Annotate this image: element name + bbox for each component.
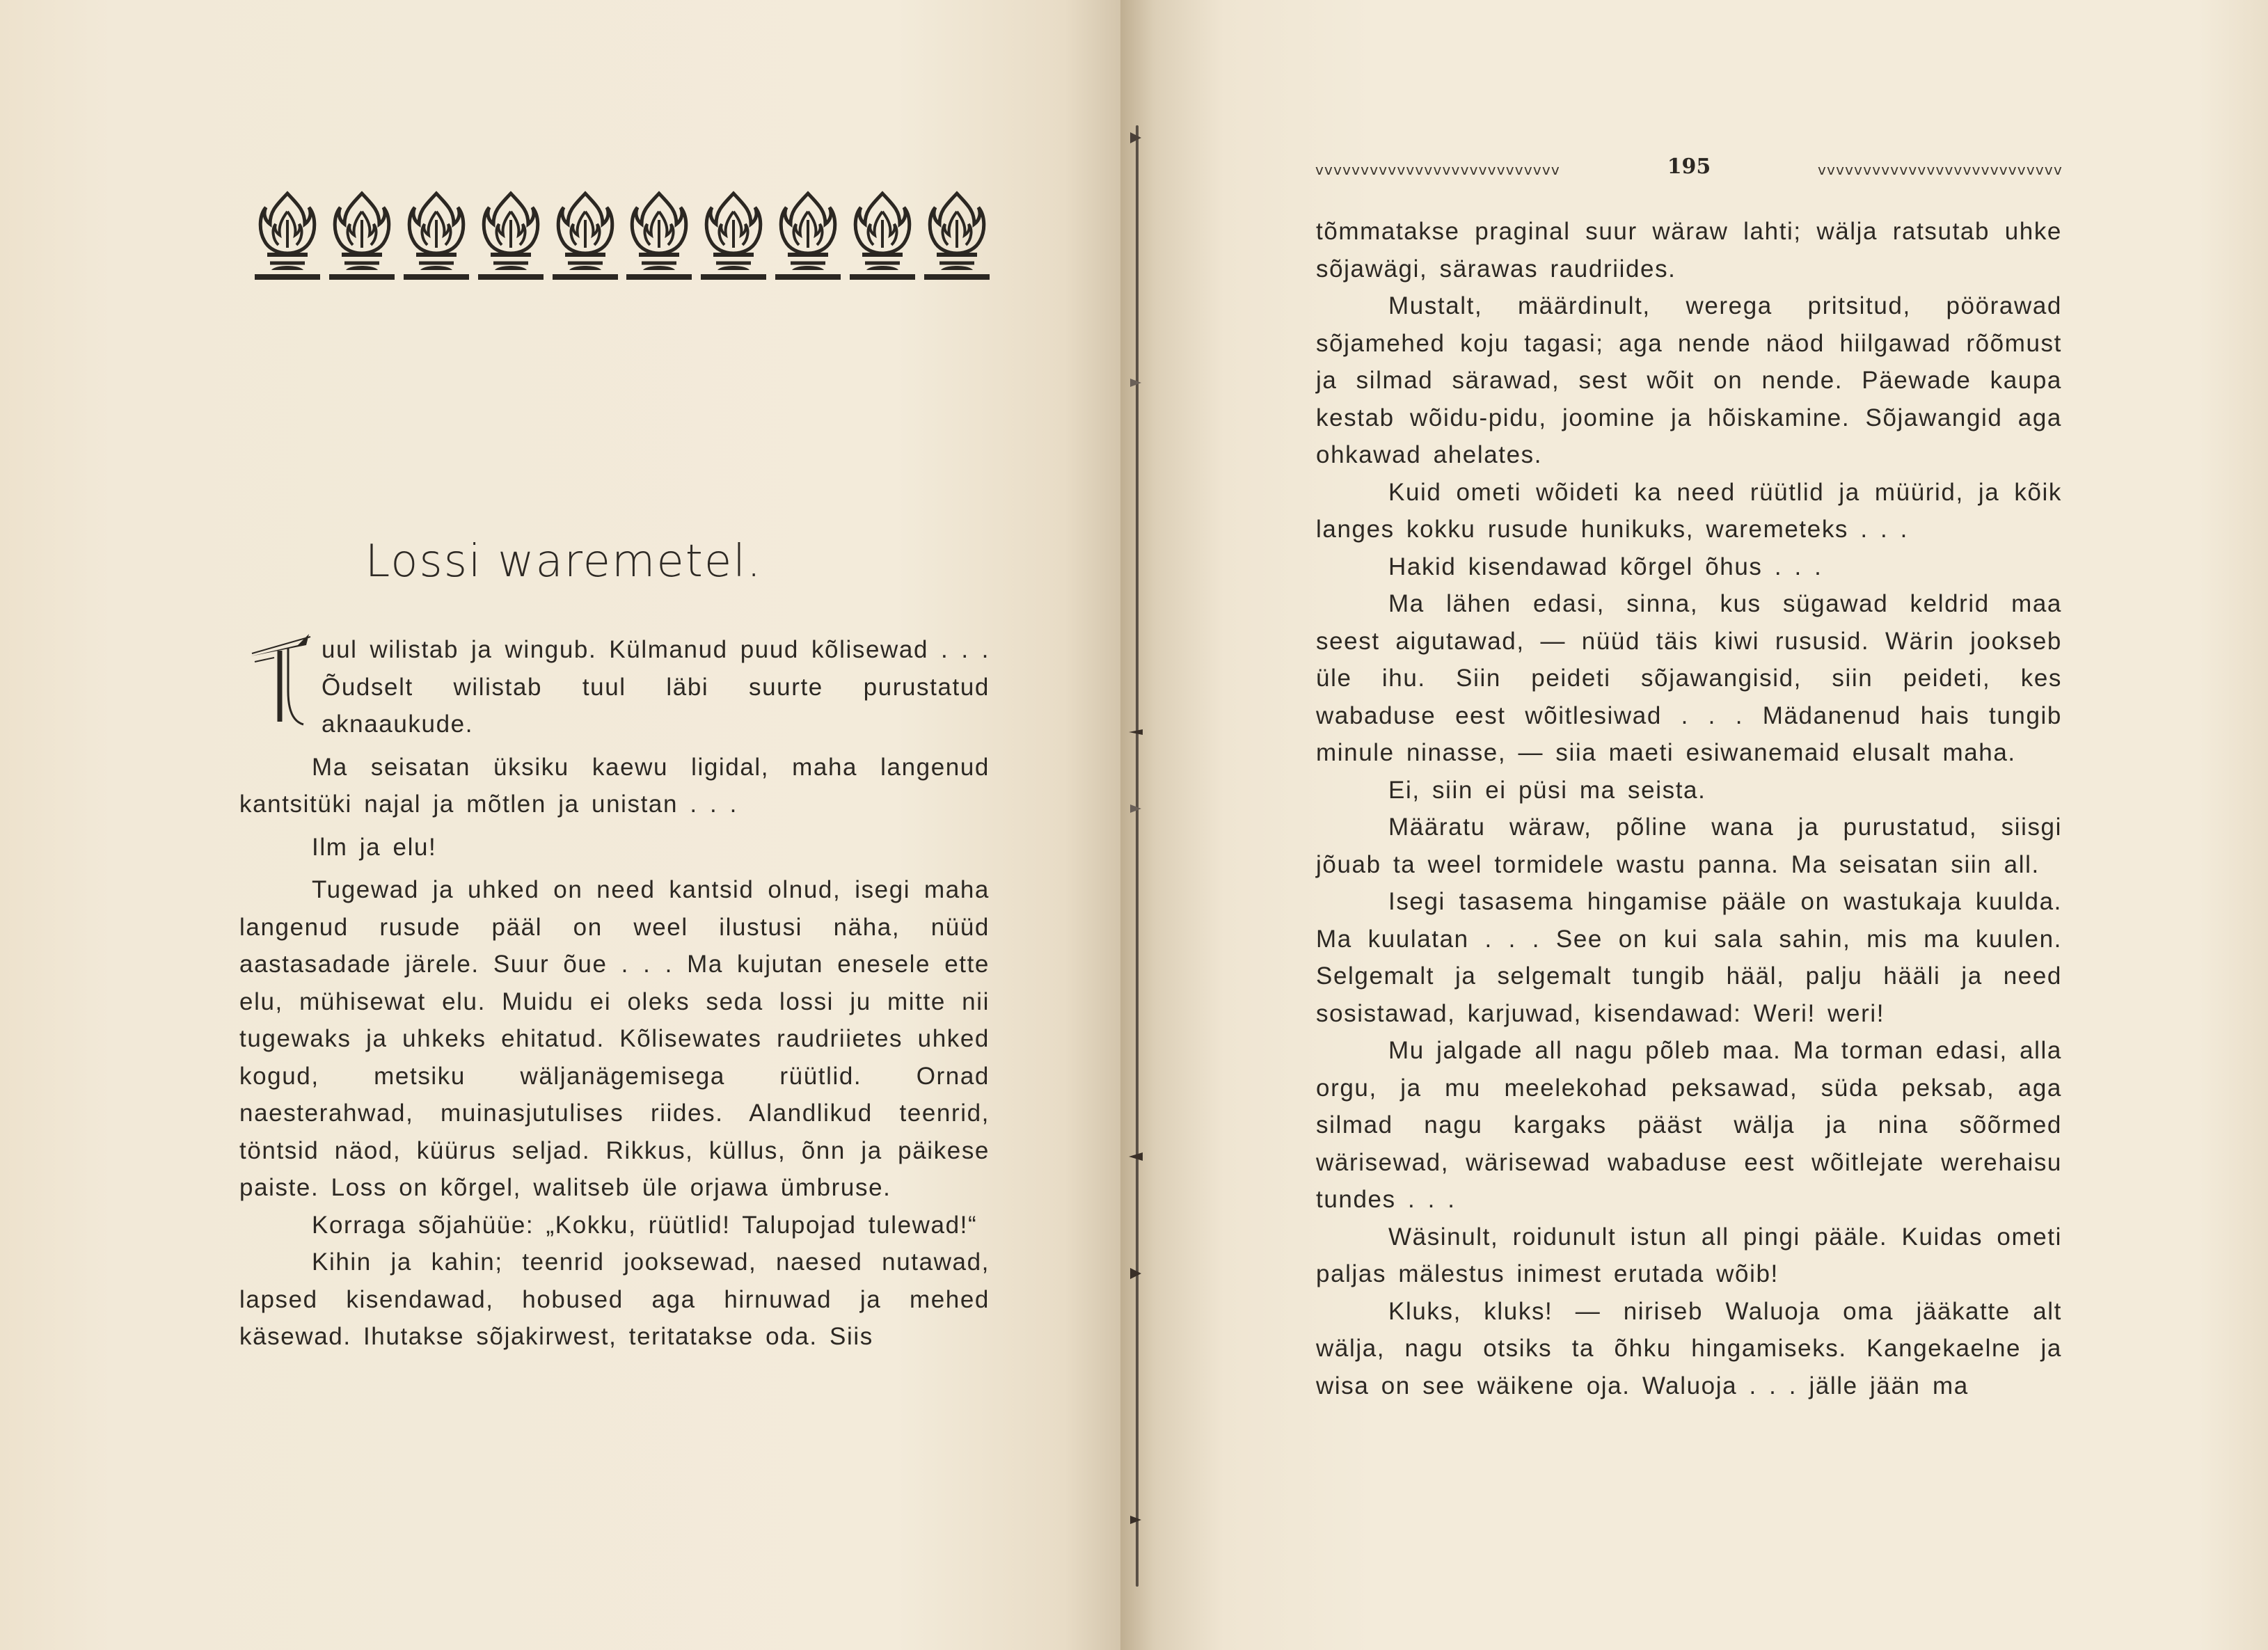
stitch-icon <box>1127 724 1144 740</box>
stitch-icon <box>1127 1265 1144 1282</box>
dropcap-t <box>246 633 312 727</box>
ornamental-border-right: vvvvvvvvvvvvvvvvvvvvvvvvvvv <box>1818 161 2063 178</box>
chapter-title: Lossi waremetel. <box>365 536 763 587</box>
paragraph: Korraga sõjahüüe: „Kokku, rüütlid! Talupojad tulewad!“ <box>312 1211 978 1239</box>
flame-on-pedestal-icon <box>701 188 766 285</box>
stitch-icon <box>1127 374 1144 391</box>
flame-on-pedestal-icon <box>404 188 469 285</box>
flame-on-pedestal-icon <box>626 188 692 285</box>
paragraph: Ei, siin ei püsi ma seista. <box>1388 776 1706 804</box>
right-page-text <box>1316 213 2062 1404</box>
stitch-icon <box>1127 129 1144 146</box>
paragraph: Ma lähen edasi, sinna, kus sügawad keldrid maa seest aigutawad, — nüüd täis kiwi rususid. Wärin jookseb üle ihu. Siin peideti sõjawangisid, siin peideti, kes wabaduse eest wõitlesiwad . . . Mädanenud hais tungib minule ninasse, — siia maeti esiwanemaid elusalt maha. <box>1316 590 2062 766</box>
binding-thread <box>1136 125 1139 1587</box>
paragraph: uul wilistab ja wingub. Külmanud puud kõlisewad . . . Õudselt wilistab tuul läbi suurte purustatud aknaaukude. <box>239 631 990 743</box>
stitch-icon <box>1127 1512 1144 1528</box>
paragraph: Määratu wäraw, põline wana ja purustatud, siisgi jõuab ta weel tormidele wastu panna. Ma seisatan siin all. <box>1316 814 2062 878</box>
paragraph: Hakid kisendawad kõrgel õhus . . . <box>1388 553 1823 580</box>
flame-on-pedestal-icon <box>478 188 544 285</box>
flame-on-pedestal-icon <box>850 188 915 285</box>
paragraph: Kluks, kluks! — niriseb Waluoja oma jääkatte alt wälja, nagu otsiks ta õhku hingamiseks. Kangekaelne ja wisa on see wäikene oja. Waluoja . . . jälle jään ma <box>1316 1297 2062 1399</box>
flame-on-pedestal-icon <box>924 188 990 285</box>
running-head <box>1315 154 2063 182</box>
paragraph: Tugewad ja uhked on need kantsid olnud, isegi maha langenud rusude pääl on weel ilustusi näha, nüüd aastasadade järele. Suur õue . . . Ma kujutan enesele ette elu, mühisewat elu. Muidu ei oleks seda lossi ju mitte nii tugewaks ja uhkeks ehitatud. Kõlisewates raudriietes uhked kogud, metsiku wäljanägemisega rüütlid. Ornad naesterahwad, muinasjutulises riides. Alandlikud teenrid, töntsid näod, küürus seljad. Rikkus, küllus, õnn ja päikese paiste. Loss on kõrgel, walitseb üle orjawa ümbruse. <box>239 876 990 1201</box>
paragraph: Kihin ja kahin; teenrid jooksewad, naesed nutawad, lapsed kisendawad, hobused aga hirnuwad ja mehed käsewad. Ihutakse sõjakirwest, teritatakse oda. Siis <box>239 1248 990 1350</box>
paragraph: Ma seisatan üksiku kaewu ligidal, maha langenud kantsitüki najal ja mõtlen ja unistan . . . <box>239 753 990 818</box>
paragraph: tõmmatakse praginal suur wäraw lahti; wälja ratsutab uhke sõjawägi, särawas raudriides. <box>1316 218 2062 283</box>
left-page-text <box>239 631 990 1356</box>
stitch-icon <box>1127 1148 1144 1165</box>
flame-on-pedestal-icon <box>775 188 841 285</box>
paragraph: Mustalt, määrdinult, werega pritsitud, pöörawad sõjamehed koju tagasi; aga nende näod hiilgawad rõõmust ja silmad särawad, sest wõit on nende. Päewade kaupa kestab wõidu-pidu, joomine ja hõiskamine. Sõjawangid aga ohkawad ahelates. <box>1316 292 2062 468</box>
flame-ornament-row <box>255 188 990 285</box>
flame-on-pedestal-icon <box>553 188 618 285</box>
paragraph: Ilm ja elu! <box>312 833 437 861</box>
paragraph: Wäsinult, roidunult istun all pingi pääle. Kuidas ometi paljas mälestus inimest erutada wõib! <box>1316 1223 2062 1287</box>
page-number: 195 <box>1667 154 1711 179</box>
stitch-icon <box>1127 800 1144 817</box>
left-page <box>0 0 1120 1650</box>
paragraph: Mu jalgade all nagu põleb maa. Ma torman edasi, alla orgu, ja mu meelekohad peksawad, süda peksab, aga silmad nagu kargaks pääst wälja ja nina sõõrmed wärisewad, wärisewad wabaduse eest wõitlejate werehaisu tundes . . . <box>1316 1037 2062 1213</box>
paragraph: Isegi tasasema hingamise pääle on wastukaja kuulda. Ma kuulatan . . . See on kui sala sahin, mis ma kuulen. Selgemalt ja selgemalt tungib hääl, palju hääli ja need sosistawad, karjuwad, kisendawad: Weri! weri! <box>1316 888 2062 1027</box>
ornamental-border-left: vvvvvvvvvvvvvvvvvvvvvvvvvvv <box>1315 161 1560 178</box>
paragraph: Kuid ometi wõideti ka need rüütlid ja müürid, ja kõik langes kokku rusude hunikuks, waremeteks . . . <box>1316 478 2062 543</box>
flame-on-pedestal-icon <box>329 188 395 285</box>
flame-on-pedestal-icon <box>255 188 320 285</box>
